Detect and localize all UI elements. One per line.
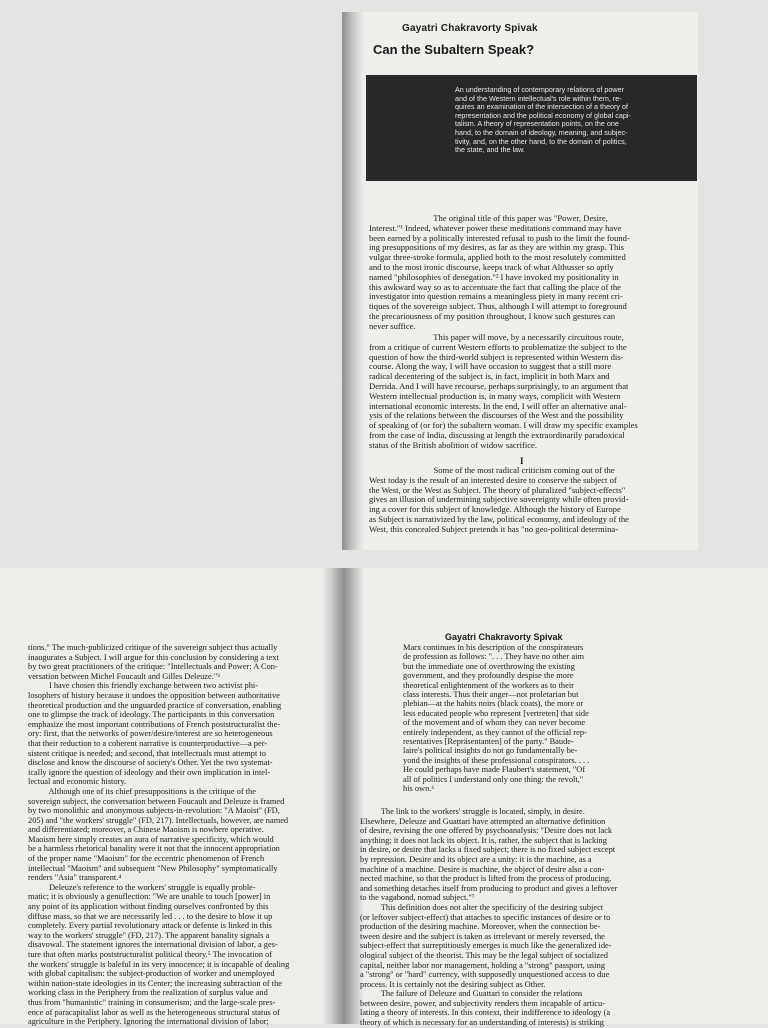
- text-line: nected machine, so that the product is lifted from the process of producing,: [360, 874, 612, 884]
- text-line: gives an illusion of undermining subjective sovereignty while often provid-: [369, 495, 629, 505]
- text-line: been earned by a politically interested refusal to push to the limit the found-: [369, 233, 630, 243]
- text-line: theoretical production and the unguarded practice of conversation, enabling: [28, 700, 282, 710]
- text-line: between desire, power, and subjectivity renders them incapable of articu-: [360, 998, 606, 1008]
- quote-line: yond the insights of these professional conspirators. . . .: [403, 755, 590, 765]
- text-line: any point of its application without finding ourselves confronted by this: [28, 902, 269, 912]
- abstract-line: hand, to the domain of ideology, meaning, and subjec-: [455, 127, 628, 137]
- text-line: the workers' struggle is baleful in its very innocence; it is incapable of dealing: [28, 959, 290, 969]
- paragraph-outline: [369, 333, 691, 451]
- quote-line: plebian—at the habits noirs (black coats), the more or: [403, 699, 584, 709]
- text-line: anything; it does not lack its object. It is, rather, the subject that is lacking: [360, 835, 607, 845]
- binding-shadow: [342, 12, 364, 550]
- text-line: of speaking of (or for) the subaltern woman. I will draw my specific examples: [369, 421, 638, 431]
- text-line: capital, neither labor nor management, holding a "strong" passport, using: [360, 960, 606, 970]
- text-line: This paper will move, by a necessarily circuitous route,: [369, 333, 624, 342]
- text-line: named "philosophies of denegation."² I have invoked my positionality in: [369, 272, 619, 282]
- text-line: renders "Asia" transparent.⁴: [28, 873, 122, 883]
- text-line: Some of the most radical criticism coming out of the: [369, 466, 615, 475]
- text-line: vulgar three-stroke formula, applied both to the most resolutely committed: [369, 253, 626, 263]
- body-text-right: [360, 807, 696, 1028]
- text-line: from the case of India, discussing at length the extraordinarily paradoxical: [369, 430, 625, 440]
- text-line: inaugurates a Subject. I will argue for this conclusion by considering a text: [28, 652, 279, 662]
- text-line: Deleuze's reference to the workers' struggle is equally proble-: [28, 882, 256, 892]
- text-line: by repression. Desire and its object are a unity: it is the machine, as a: [360, 854, 592, 864]
- abstract-line: An understanding of contemporary relations of power: [455, 85, 625, 94]
- quote-line: He could perhaps have made Flaubert's statement, "Of: [403, 765, 586, 775]
- text-line: and differentiated; moreover, a Chinese Maoism is nowhere operative.: [28, 825, 264, 835]
- text-line: completely. Every partial revolutionary attack or defense is linked in this: [28, 921, 272, 931]
- text-line: 205) and "the workers' struggle" (FD, 217). Intellectuals, however, are named: [28, 815, 289, 825]
- text-line: working class in the Periphery from the realization of surplus value and: [28, 988, 268, 998]
- paragraph-intro: [369, 214, 691, 332]
- quote-line: his own.⁶: [403, 784, 435, 794]
- text-line: Maoism here simply creates an aura of narrative specificity, which would: [28, 834, 274, 844]
- text-line: lectual and economic history.: [28, 777, 127, 787]
- abstract-line: the state, and the law.: [455, 145, 525, 155]
- quote-line: all of politics I understand only one thing: the revolt,": [403, 774, 584, 784]
- text-line: question of how the third-world subject is represented within Western dis-: [369, 352, 624, 362]
- text-line: by two monolithic and anonymous subjects-in-revolution: "A Maoist" (FD,: [28, 806, 280, 816]
- text-line: lating a theory of interests. In this context, their indifference to ideology (a: [360, 1008, 611, 1018]
- text-line: disavowal. The statement ignores the international division of labor, a ges-: [28, 940, 278, 950]
- abstract-text: [455, 86, 695, 155]
- text-line: status of the British abolition of widow sacrifice.: [369, 440, 538, 450]
- text-line: course. Along the way, I will have occasion to suggest that a still more: [369, 362, 612, 372]
- article-title: Can the Subaltern Speak?: [373, 42, 535, 57]
- text-line: ysis of the relations between the discourses of the West and the possibility: [369, 411, 624, 421]
- text-line: The link to the workers' struggle is located, simply, in desire.: [360, 807, 585, 816]
- text-line: a "strong" or "hard" currency, with supposedly unquestioned access to due: [360, 970, 610, 980]
- text-line: and something detaches itself from producing to product and gives a leftover: [360, 883, 618, 893]
- text-line: this awkward way so as to accentuate the fact that calling the place of the: [369, 282, 621, 292]
- text-line: be a harmless rhetorical banality were it not that the innocent appropriation: [28, 844, 280, 854]
- paragraph-section-1: [369, 466, 691, 535]
- text-line: of the proper name "Maoism" for the eccentric phenomenon of French: [28, 854, 265, 864]
- text-line: that their reduction to a coherent narrative is counterproductive—a per-: [28, 738, 268, 748]
- text-line: ing presuppositions of my desires, as far as they are within my grasp. This: [369, 243, 624, 253]
- text-line: Although one of its chief presuppositions is the critique of the: [28, 786, 256, 796]
- quote-line: government, and they profoundly despise the more: [403, 671, 574, 681]
- text-line: (or leftover subject-effect) that attaches to specific instances of desire or to: [360, 912, 611, 922]
- quote-line: de profession as follows: ". . . They have no other aim: [403, 652, 584, 662]
- quote-line: theoretical enlightenment of the workers as to their: [403, 680, 574, 690]
- text-line: matic; it is obviously a genuflection: "We are unable to touch [power] in: [28, 892, 271, 902]
- text-line: and to the most ironic discourse, keeps track of what Althusser so aptly: [369, 262, 614, 272]
- text-line: ically ignore the question of ideology and their own implication in intel-: [28, 767, 271, 777]
- text-line: I have chosen this friendly exchange between two activist phi-: [28, 681, 259, 691]
- text-line: The original title of this paper was "Power, Desire,: [369, 214, 608, 223]
- text-line: within nation-state ideologies in its Center; the increasing subtraction of the: [28, 978, 282, 988]
- text-line: Interest."¹ Indeed, whatever power these meditations command may have: [369, 223, 622, 233]
- text-line: tiques of the sovereign subject. Thus, although I will attempt to foreground: [369, 302, 627, 312]
- text-line: disclose and know the discourse of society's Other. Yet the two systemat-: [28, 758, 273, 768]
- quote-line: laire's political insights do not go fundamentally be-: [403, 746, 578, 756]
- text-line: ory: first, that the networks of power/desire/interest are so heterogeneous: [28, 729, 273, 739]
- abstract-line: and of the Western intellectual's role within them, re-: [455, 93, 622, 103]
- text-line: the West, or the West as Subject. The theory of pluralized "subject-effects": [369, 485, 626, 495]
- author-name: Gayatri Chakravorty Spivak: [402, 23, 538, 34]
- text-line: ence of paracapitalist labor as well as the heterogeneous structural status of: [28, 1007, 280, 1017]
- quote-line: Marx continues in his description of the conspirateurs: [403, 643, 584, 652]
- text-line: machine of a machine. Desire is machine, the object of desire also a con-: [360, 864, 605, 874]
- text-line: in desire, or desire that lacks a fixed subject; there is no fixed subject except: [360, 845, 616, 855]
- abstract-line: talism. A theory of representation points, on the one: [455, 119, 619, 129]
- abstract-line: tivity, and, on the other hand, to the domain of politics,: [455, 136, 627, 146]
- text-line: sovereign subject, the conversation between Foucault and Deleuze is framed: [28, 796, 285, 806]
- text-line: from a critique of current Western efforts to problematize the subject to the: [369, 342, 627, 352]
- text-line: international economic interests. In the end, I will offer an alternative anal-: [369, 401, 627, 411]
- text-line: as Subject is narrativized by the law, political economy, and ideology of the: [369, 514, 629, 524]
- text-line: never suffice.: [369, 321, 416, 331]
- text-line: theory of which is necessary for an understanding of interests) is striking: [360, 1018, 604, 1028]
- text-line: ing a cover for this subject of knowledge. Although the history of Europe: [369, 505, 621, 515]
- text-line: production of the desiring machine. Moreover, when the connection be-: [360, 922, 601, 932]
- text-line: Western intellectual production is, in many ways, complicit with Western: [369, 391, 621, 401]
- text-line: losophers of history because it undoes the opposition between authoritative: [28, 690, 280, 700]
- text-line: intellectual "Maoism" and subsequent "New Philosophy" symptomatically: [28, 863, 278, 873]
- text-line: subject-effect that surreptitiously emerges is much like the generalized ide-: [360, 941, 612, 951]
- body-text-left: [28, 643, 331, 1027]
- quote-line: but the immediate one of overthrowing the existing: [403, 661, 575, 671]
- text-line: process. It is certainly not the desiring subject as Other.: [360, 979, 546, 989]
- text-line: ological subject of the theorist. This may be the legal subject of socialized: [360, 950, 608, 960]
- text-line: Derrida. And I will have recourse, perhaps surprisingly, to an argument that: [369, 381, 629, 391]
- text-line: sistent critique is needed; and second, that intellectuals must attempt to: [28, 748, 266, 758]
- quote-line: of the movement and of whom they can never become: [403, 718, 586, 728]
- text-line: radical decentering of the subject is, in fact, implicit in both Marx and: [369, 372, 610, 382]
- section-number: I: [520, 456, 524, 466]
- quote-line: resentatives [Repräsentanten] of the party." Baude-: [403, 737, 574, 747]
- text-line: tions." The much-publicized critique of the sovereign subject thus actually: [28, 643, 278, 652]
- text-line: ture that often marks poststructuralist political theory.⁵ The invocation of: [28, 950, 273, 959]
- text-line: The failure of Deleuze and Guattari to consider the relations: [360, 989, 583, 999]
- text-line: investigator into question remains a meaningless piety in many recent cri-: [369, 292, 623, 302]
- text-line: versation between Michel Foucault and Gilles Deleuze."³: [28, 671, 220, 681]
- text-line: agriculture in the Periphery. Ignoring the international division of labor;: [28, 1017, 269, 1027]
- text-line: West, this concealed Subject pretends it has "no geo-political determina-: [369, 524, 619, 534]
- text-line: diffuse mass, so that we are necessarily led . . . to the desire to blow it up: [28, 911, 273, 921]
- abstract-line: representation and the political economy of global capi-: [455, 110, 631, 120]
- text-line: of desire, revising the one offered by psychoanalysis: "Desire does not lack: [360, 826, 613, 836]
- text-line: West today is the result of an interested desire to conserve the subject of: [369, 475, 617, 485]
- abstract-line: quires an examination of the intersection of a theory of: [455, 102, 629, 112]
- text-line: thus from "humanistic" training in consumerism; and the large-scale pres-: [28, 997, 276, 1007]
- running-header: Gayatri Chakravorty Spivak: [445, 632, 563, 642]
- block-quote: [403, 643, 703, 794]
- quote-line: less educated people who represent [vertreten] that side: [403, 708, 589, 718]
- text-line: by two great practitioners of the critique: "Intellectuals and Power: A Con-: [28, 662, 278, 672]
- text-line: This definition does not alter the specificity of the desiring subject: [360, 902, 604, 912]
- text-line: emphasize the most important contributions of French poststructuralist the-: [28, 719, 281, 729]
- quote-line: entirely independent, as they cannot of the official rep-: [403, 727, 587, 737]
- text-line: way to the workers' struggle" (FD, 217). The apparent banality signals a: [28, 930, 270, 940]
- text-line: to the vagabond, nomad subject."⁷: [360, 893, 475, 903]
- text-line: the precariousness of my position throughout, I know such gestures can: [369, 311, 616, 321]
- text-line: Elsewhere, Deleuze and Guattari have attempted an alternative definition: [360, 816, 606, 826]
- quote-line: class interests. Thus their anger—not proletarian but: [403, 690, 579, 700]
- text-line: with global capitalism: the subject-production of worker and unemployed: [28, 969, 275, 979]
- text-line: tween desire and the subject is taken as irrelevant or merely reversed, the: [360, 931, 605, 941]
- text-line: one to glimpse the track of ideology. The participants in this conversation: [28, 710, 275, 720]
